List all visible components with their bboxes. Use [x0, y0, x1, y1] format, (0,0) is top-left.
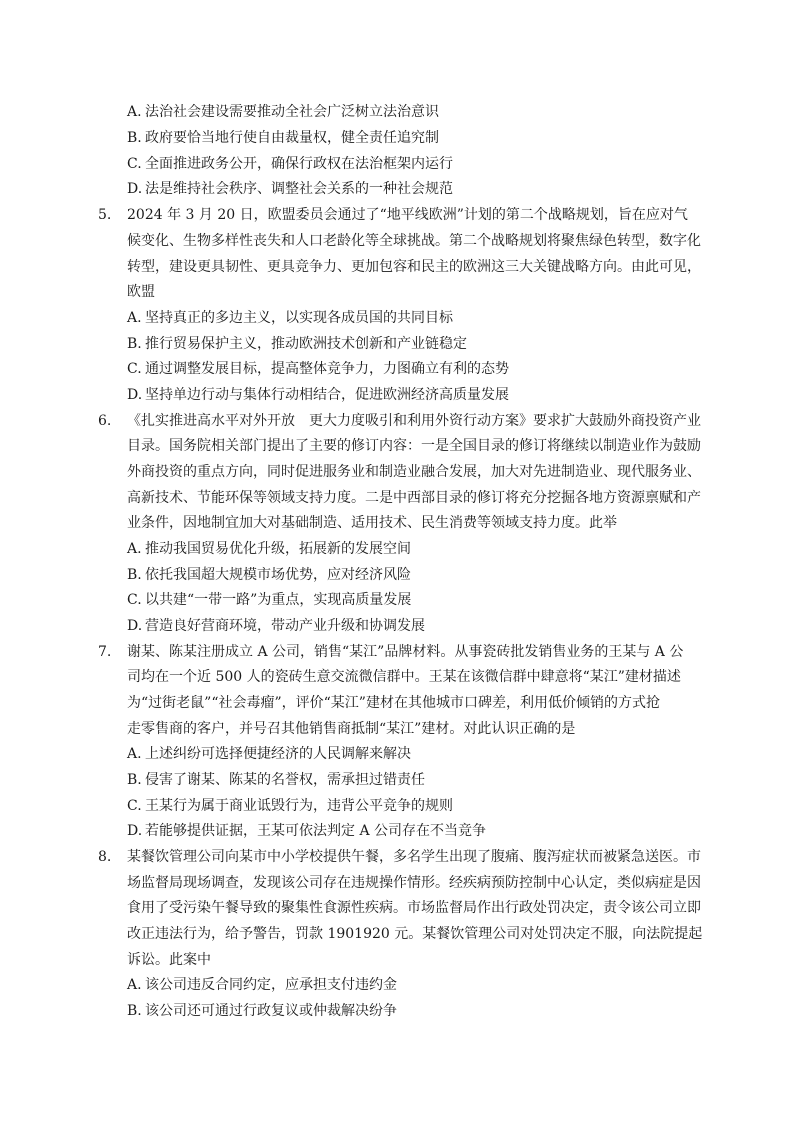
- q7-option-d: D. 若能够提供证据，王某可依法判定 A 公司存在不当竞争: [127, 823, 487, 839]
- q5-option-c: C. 通过调整发展目标，提高整体竞争力，力图确立有利的态势: [127, 361, 509, 377]
- q5-stem-line: 2024 年 3 月 20 日，欧盟委员会通过了“地平线欧洲”计划的第二个战略规划，旨在应对气: [127, 207, 688, 223]
- q4-option-b: B. 政府要恰当地行使自由裁量权，健全责任追究制: [127, 130, 439, 146]
- q8-stem-line: 场监督局现场调查，发现该公司存在违规操作情形。经疾病预防控制中心认定，类似病症是因: [127, 875, 701, 891]
- q7-stem-line: 走零售商的客户，并号召其他销售商抵制“某江”建材。对此认识正确的是: [127, 721, 576, 737]
- q4-option-c: C. 全面推进政务公开，确保行政权在法治框架内运行: [127, 156, 453, 172]
- q8-stem-line: 某餐饮管理公司向某市中小学校提供午餐，多名学生出现了腹痛、腹泻症状而被紧急送医。市: [127, 849, 701, 865]
- q6-stem-line: 高新技术、节能环保等领域支持力度。二是中西部目录的修订将充分挖掘各地方资源禀赋和产: [127, 490, 701, 506]
- q7-option-b: B. 侵害了谢某、陈某的名誉权，需承担过错责任: [127, 772, 425, 788]
- q8-stem-line: 食用了受污染午餐导致的聚集性食源性疾病。市场监督局作出行政处罚决定，责令该公司立即: [127, 900, 701, 916]
- q5-option-b: B. 推行贸易保护主义，推动欧洲技术创新和产业链稳定: [127, 336, 467, 352]
- q5-stem-line: 候变化、生物多样性丧失和人口老龄化等全球挑战。第二个战略规划将聚焦绿色转型，数字化: [127, 233, 701, 249]
- q7-option-c: C. 王某行为属于商业诋毁行为，违背公平竞争的规则: [127, 798, 453, 814]
- q6-option-b: B. 依托我国超大规模市场优势，应对经济风险: [127, 567, 411, 583]
- q6-option-d: D. 营造良好营商环境，带动产业升级和协调发展: [127, 618, 425, 634]
- q7-option-a: A. 上述纠纷可选择便捷经济的人民调解来解决: [127, 746, 411, 762]
- q6-stem-line: 《扎实推进高水平对外开放 更大力度吸引和利用外资行动方案》要求扩大鼓励外商投资产业: [127, 413, 701, 429]
- q8-option-a: A. 该公司违反合同约定，应承担支付违约金: [127, 977, 397, 993]
- q5-option-a: A. 坚持真正的多边主义，以实现各成员国的共同目标: [127, 310, 453, 326]
- q8-option-b: B. 该公司还可通过行政复议或仲裁解决纷争: [127, 1003, 397, 1019]
- q6-stem-line: 目录。国务院相关部门提出了主要的修订内容：一是全国目录的修订将继续以制造业作为鼓励: [127, 438, 701, 454]
- q7-stem-line: 为“过街老鼠”“社会毒瘤”，评价“某江”建材在其他城市口碑差，利用低价倾销的方式抢: [127, 695, 660, 711]
- q4-option-d: D. 法是维持社会秩序、调整社会关系的一种社会规范: [127, 181, 453, 197]
- q7-number: 7.: [98, 644, 112, 660]
- q6-option-a: A. 推动我国贸易优化升级，拓展新的发展空间: [127, 541, 411, 557]
- q7-stem-line: 谢某、陈某注册成立 A 公司，销售“某江”品牌材料。从事瓷砖批发销售业务的王某与 A 公: [127, 644, 684, 660]
- q5-stem-line: 转型，建设更具韧性、更具竞争力、更加包容和民主的欧洲这三大关键战略方向。由此可见，: [127, 259, 701, 275]
- q5-stem-line: 欧盟: [127, 284, 155, 300]
- q5-number: 5.: [98, 207, 112, 223]
- q6-number: 6.: [98, 413, 112, 429]
- q8-stem-line: 改正违法行为，给予警告，罚款 1901920 元。某餐饮管理公司对处罚决定不服，向法院提起: [127, 926, 703, 942]
- q7-stem-line: 司均在一个近 500 人的瓷砖生意交流微信群中。王某在该微信群中肆意将“某江”建材描述: [127, 669, 681, 685]
- q6-stem-line: 业条件，因地制宜加大对基础制造、适用技术、民生消费等领域支持力度。此举: [127, 515, 617, 531]
- q4-option-a: A. 法治社会建设需要推动全社会广泛树立法治意识: [127, 104, 439, 120]
- q6-stem-line: 外商投资的重点方向，同时促进服务业和制造业融合发展，加大对先进制造业、现代服务业、: [127, 464, 701, 480]
- q6-option-c: C. 以共建“一带一路”为重点，实现高质量发展: [127, 592, 412, 608]
- q8-number: 8.: [98, 849, 112, 865]
- q5-option-d: D. 坚持单边行动与集体行动相结合，促进欧洲经济高质量发展: [127, 387, 509, 403]
- q8-stem-line: 诉讼。此案中: [127, 952, 211, 968]
